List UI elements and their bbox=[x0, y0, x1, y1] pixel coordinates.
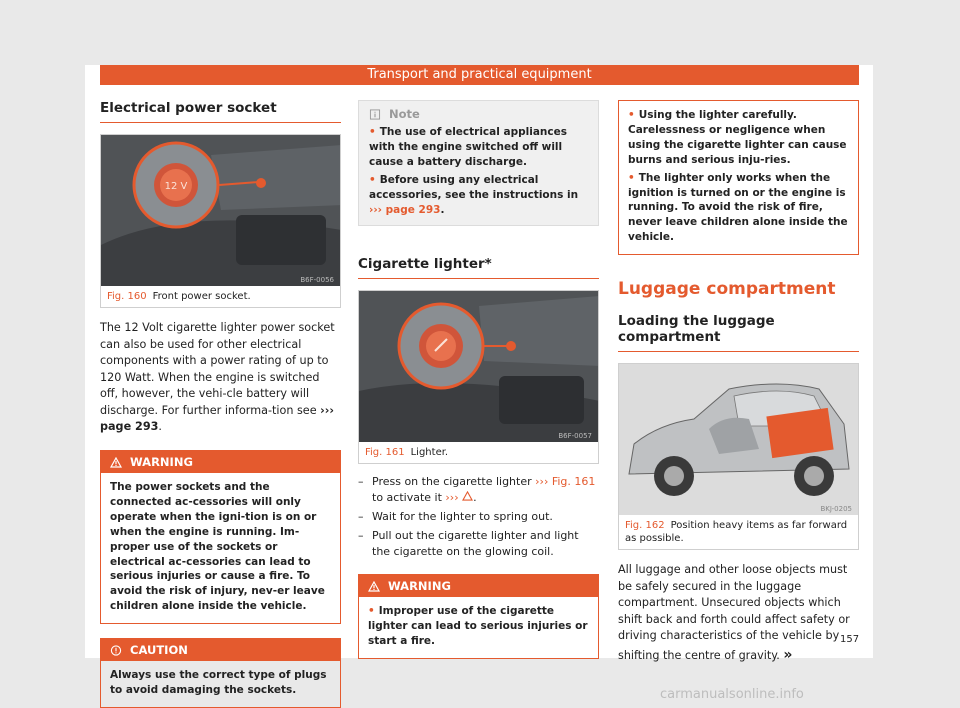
caption-text: Lighter. bbox=[410, 447, 449, 459]
page-link[interactable]: ››› page 293 bbox=[369, 203, 441, 216]
paragraph-text: All luggage and other loose objects must be safely secured in the luggage compartment. Unsecured objects which shift back and forth could affect safety or driving characteristics of the vehicle by shifting the centre of gravity. bbox=[618, 563, 850, 663]
warning-triangle-icon bbox=[368, 581, 380, 592]
power-socket-paragraph bbox=[100, 320, 341, 436]
warning-bullet-2: • The lighter only works when the ignition is turned on or the engine is running. To avoid the risk of fire, never leave children alone inside the vehicle. bbox=[628, 171, 848, 244]
figure-code: BKJ-0205 bbox=[820, 505, 852, 514]
step-2: – Wait for the lighter to spring out. bbox=[358, 510, 553, 524]
note-bullet-text: Before using any electrical accessories, see the instructions in bbox=[369, 173, 579, 201]
figure-caption bbox=[101, 286, 340, 307]
note-header bbox=[359, 101, 598, 123]
figure-caption bbox=[619, 515, 858, 549]
column-1 bbox=[100, 100, 341, 708]
warning-text: Improper use of the cigarette lighter can lead to serious injuries or start a fire. bbox=[368, 605, 588, 647]
step-text: Press on the cigarette lighter bbox=[372, 475, 536, 489]
section-title-cigarette-lighter: Cigarette lighter* bbox=[358, 256, 599, 279]
running-header: Transport and practical equipment bbox=[100, 65, 859, 85]
figure-number: Fig. 160 bbox=[107, 291, 147, 302]
warning-header bbox=[101, 451, 340, 473]
warning-header bbox=[359, 575, 598, 597]
note-body bbox=[359, 123, 598, 225]
socket-label-text: 12 V bbox=[164, 181, 188, 192]
figure-code: B6F-0056 bbox=[300, 276, 334, 284]
figure-162 bbox=[618, 363, 859, 550]
warning-bullet-1: • Using the lighter carefully. Carelessness or negligence when using the cigarette lighter can cause burns and serious inju-ries. bbox=[628, 109, 847, 166]
info-icon bbox=[369, 109, 381, 120]
lighter-steps bbox=[358, 474, 599, 560]
page-link[interactable]: ››› page 293 bbox=[100, 403, 334, 434]
caution-label: CAUTION bbox=[130, 643, 188, 658]
figure-number: Fig. 161 bbox=[365, 447, 405, 459]
caution-header bbox=[101, 639, 340, 661]
warning-triangle-icon bbox=[462, 491, 473, 501]
warning-box bbox=[100, 450, 341, 624]
note-bullet-2: • Before using any electrical accessories, see the instructions in ››› page 293. bbox=[369, 173, 579, 216]
chapter-title: Luggage compartment bbox=[618, 279, 836, 300]
column-2 bbox=[358, 100, 599, 659]
warning-continued-body bbox=[619, 101, 858, 254]
warning-bullet-text: Using the lighter carefully. Carelessness or negligence when using the cigarette lighter can cause burns and serious inju-ries. bbox=[628, 109, 847, 166]
paragraph-text: The 12 Volt cigarette lighter power socket can also be used for other electrical components with a power rating of up to 120 Watt. When the engine is switched off, however, the vehi-cle battery will discharge. For further informa-tion see bbox=[100, 321, 335, 417]
paragraph-end: . bbox=[158, 420, 162, 434]
warning-body: • Improper use of the cigarette lighter can lead to serious injuries or start a fire. bbox=[368, 605, 588, 647]
continued-arrow: » bbox=[783, 647, 793, 664]
section-title-loading: Loading the luggage compartment bbox=[618, 313, 859, 352]
page-number: 157 bbox=[840, 634, 860, 645]
caption-text: Front power socket. bbox=[152, 291, 251, 302]
step-3: – Pull out the cigarette lighter and light the cigarette on the glowing coil. bbox=[358, 528, 599, 560]
warning-triangle-icon bbox=[110, 457, 122, 468]
caution-text: Always use the correct type of plugs to avoid damaging the sockets. bbox=[110, 669, 327, 697]
figure-caption bbox=[359, 442, 598, 463]
step-1: – Press on the cigarette lighter ››› Fig. 161 to activate it ››› . bbox=[358, 475, 596, 505]
warning-label: WARNING bbox=[388, 579, 451, 594]
warning-text: The power sockets and the connected ac-cessories will only operate when the igni-tion is on or when the engine is running. Im-proper use of the sockets or electrical ac-cessories can lead to serious injuries or cause a fire. To avoid the risk of injury, nev-er leave children alone inside the vehicle. bbox=[110, 481, 325, 613]
warning-link[interactable]: ››› bbox=[445, 491, 459, 505]
caution-box bbox=[100, 638, 341, 708]
column-3 bbox=[618, 100, 859, 666]
note-bullet-end: . bbox=[440, 203, 445, 216]
car-cutaway-illustration bbox=[619, 364, 858, 515]
warning-bullet-text: The lighter only works when the ignition is turned on or the engine is running. To avoid the risk of fire, never leave children alone inside the vehicle. bbox=[628, 171, 848, 244]
warning-box bbox=[358, 574, 599, 659]
watermark: carmanualsonline.info bbox=[660, 687, 804, 702]
note-box bbox=[358, 100, 599, 226]
step-text: Wait for the lighter to spring out. bbox=[372, 510, 553, 524]
warning-continued-box bbox=[618, 100, 859, 255]
note-label: Note bbox=[389, 107, 420, 121]
note-bullet-1: • The use of electrical appliances with the engine switched off will cause a battery discharge. bbox=[369, 126, 567, 168]
step-text: Pull out the cigarette lighter and light the cigarette on the glowing coil. bbox=[372, 529, 579, 559]
section-title-power-socket: Electrical power socket bbox=[100, 100, 341, 123]
caption-text: Position heavy items as far forward as possible. bbox=[625, 520, 848, 545]
figure-code: B6F-0057 bbox=[558, 432, 592, 441]
luggage-paragraph bbox=[618, 562, 859, 666]
figure-161 bbox=[358, 290, 599, 464]
figure-160 bbox=[100, 134, 341, 308]
warning-label: WARNING bbox=[130, 455, 193, 470]
note-bullet-text: The use of electrical appliances with the engine switched off will cause a battery discharge. bbox=[369, 126, 567, 168]
lighter-illustration bbox=[359, 291, 598, 442]
lighter-image bbox=[359, 291, 598, 442]
figure-link[interactable]: ››› Fig. 161 bbox=[535, 475, 596, 489]
luggage-image bbox=[619, 364, 858, 515]
caution-circle-icon bbox=[110, 645, 122, 656]
power-socket-illustration bbox=[101, 135, 340, 286]
figure-number: Fig. 162 bbox=[625, 520, 665, 532]
step-text: to activate it bbox=[372, 491, 446, 505]
power-socket-image bbox=[101, 135, 340, 286]
